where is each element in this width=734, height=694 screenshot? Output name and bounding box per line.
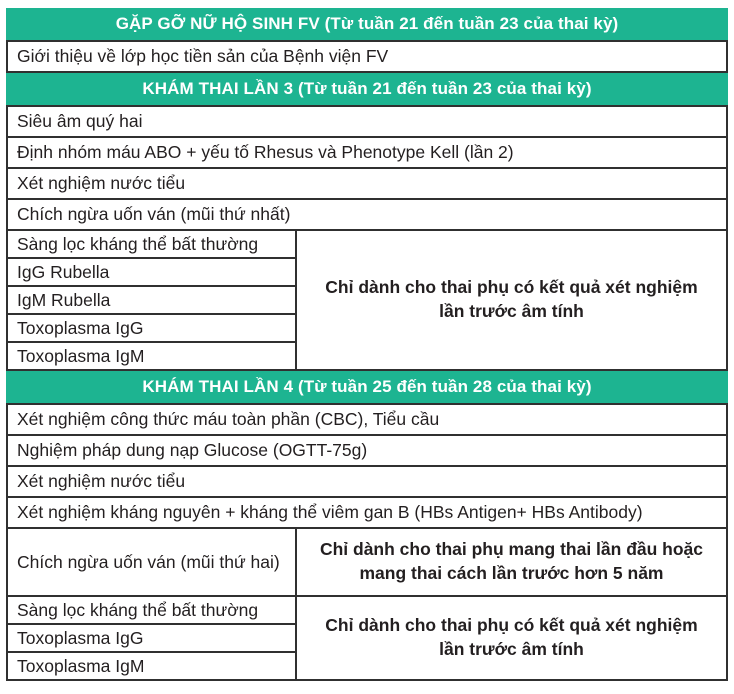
table-row: Chích ngừa uốn ván (mũi thứ hai) [17,551,280,572]
prenatal-care-schedule-table [6,8,728,681]
section-midwife-meeting [6,40,728,73]
table-row: Toxoplasma IgG [8,313,295,341]
group-note: Chỉ dành cho thai phụ mang thai lần đầu hoặc mang thai cách lần trước hơn 5 năm [319,539,704,583]
table-row: Toxoplasma IgM [8,341,295,369]
table-row: Siêu âm quý hai [17,111,143,131]
tetanus-shot-group [8,527,726,595]
conditional-tests-group [8,229,726,369]
conditional-tests-group [8,595,726,679]
table-row: Xét nghiệm nước tiểu [8,465,726,496]
table-row: Định nhóm máu ABO + yếu tố Rhesus và Phenotype Kell (lần 2) [8,136,726,167]
table-row: Xét nghiệm công thức máu toàn phần (CBC), Tiểu cầu [17,409,440,429]
group-note: Chỉ dành cho thai phụ có kết quả xét nghiệm lần trước âm tính [325,615,698,659]
table-row: Toxoplasma IgM [8,651,295,679]
conditional-tests-list [8,231,297,369]
section-header-visit-4: KHÁM THAI LẦN 4 (Từ tuần 25 đến tuần 28 của thai kỳ) [6,371,728,403]
table-row: Toxoplasma IgG [8,623,295,651]
table-row: Chích ngừa uốn ván (mũi thứ nhất) [8,198,726,229]
section-header-visit-3: KHÁM THAI LẦN 3 (Từ tuần 21 đến tuần 23 của thai kỳ) [6,73,728,105]
table-row: Giới thiệu về lớp học tiền sản của Bệnh viện FV [17,46,389,66]
table-row: Nghiệm pháp dung nạp Glucose (OGTT-75g) [8,434,726,465]
table-row: IgM Rubella [8,285,295,313]
section-header-midwife-meeting: GẶP GỠ NỮ HỘ SINH FV (Từ tuần 21 đến tuần 23 của thai kỳ) [6,8,728,40]
section-visit-4 [6,403,728,681]
section-visit-3 [6,105,728,371]
tetanus-shot-list [8,529,297,595]
group-note: Chỉ dành cho thai phụ có kết quả xét nghiệm lần trước âm tính [325,277,698,321]
table-row: Xét nghiệm kháng nguyên + kháng thể viêm gan B (HBs Antigen+ HBs Antibody) [8,496,726,527]
table-row: IgG Rubella [8,257,295,285]
table-row: Xét nghiệm nước tiểu [8,167,726,198]
conditional-tests-list [8,597,297,679]
table-row: Sàng lọc kháng thể bất thường [17,599,259,620]
table-row: Sàng lọc kháng thể bất thường [17,233,259,254]
